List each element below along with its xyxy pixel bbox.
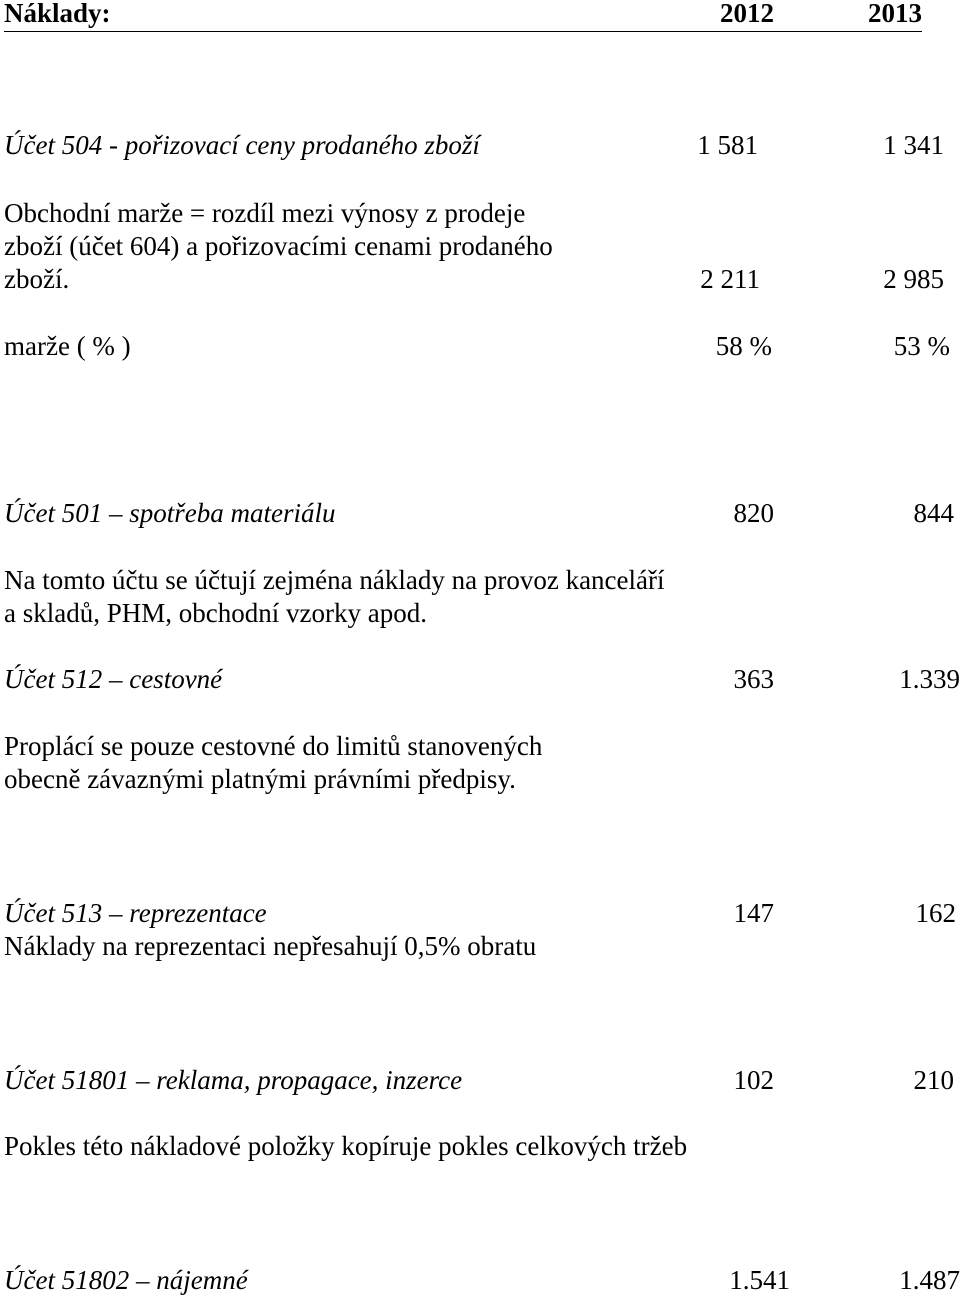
margin-percent-2012: 58 % [715, 331, 772, 361]
account-512-note-line2: obecně závaznými platnými právními předpisy. [4, 764, 516, 794]
account-51801-value-2012: 102 [733, 1065, 774, 1095]
account-512-value-2012: 363 [733, 664, 774, 694]
account-51802-label: Účet 51802 – nájemné [4, 1265, 248, 1295]
account-51801-label: Účet 51801 – reklama, propagace, inzerce [4, 1065, 463, 1095]
header-title: Náklady: [4, 0, 111, 28]
margin-percent-2013: 53 % [893, 331, 950, 361]
account-513-value-2013: 162 [915, 898, 956, 928]
account-501-value-2013: 844 [913, 498, 954, 528]
account-51802-value-2012: 1.541 [729, 1265, 790, 1295]
account-51801-value-2013: 210 [913, 1065, 954, 1095]
account-501-label: Účet 501 – spotřeba materiálu [4, 498, 336, 528]
account-513-value-2012: 147 [733, 898, 774, 928]
account-513-label: Účet 513 – reprezentace [4, 898, 267, 928]
account-501-value-2012: 820 [733, 498, 774, 528]
account-512-note-line1: Proplácí se pouze cestovné do limitů stanovených [4, 731, 543, 761]
margin-value-2013: 2 985 [883, 264, 944, 294]
account-504-label: Účet 504 - pořizovací ceny prodaného zboží [4, 130, 480, 160]
account-51801-note: Pokles této nákladové položky kopíruje pokles celkových tržeb [4, 1131, 688, 1161]
header-year-2013: 2013 [868, 0, 922, 28]
account-512-value-2013: 1.339 [899, 664, 960, 694]
account-501-note-line1: Na tomto účtu se účtují zejména náklady na provoz kanceláří [4, 565, 665, 595]
margin-description-line2: zboží (účet 604) a pořizovacími cenami prodaného [4, 231, 553, 261]
account-513-note: Náklady na reprezentaci nepřesahují 0,5% obratu [4, 931, 537, 961]
margin-value-2012: 2 211 [700, 264, 760, 294]
account-504-value-2013: 1 341 [883, 130, 944, 160]
account-51802-value-2013: 1.487 [899, 1265, 960, 1295]
header-year-2012: 2012 [720, 0, 774, 28]
header-underline [4, 31, 922, 32]
margin-description-line1: Obchodní marže = rozdíl mezi výnosy z prodeje [4, 198, 526, 228]
account-512-label: Účet 512 – cestovné [4, 664, 223, 694]
account-504-value-2012: 1 581 [697, 130, 758, 160]
margin-percent-label: marže ( % ) [4, 331, 131, 361]
margin-description-line3: zboží. [4, 264, 70, 294]
account-501-note-line2: a skladů, PHM, obchodní vzorky apod. [4, 598, 427, 628]
